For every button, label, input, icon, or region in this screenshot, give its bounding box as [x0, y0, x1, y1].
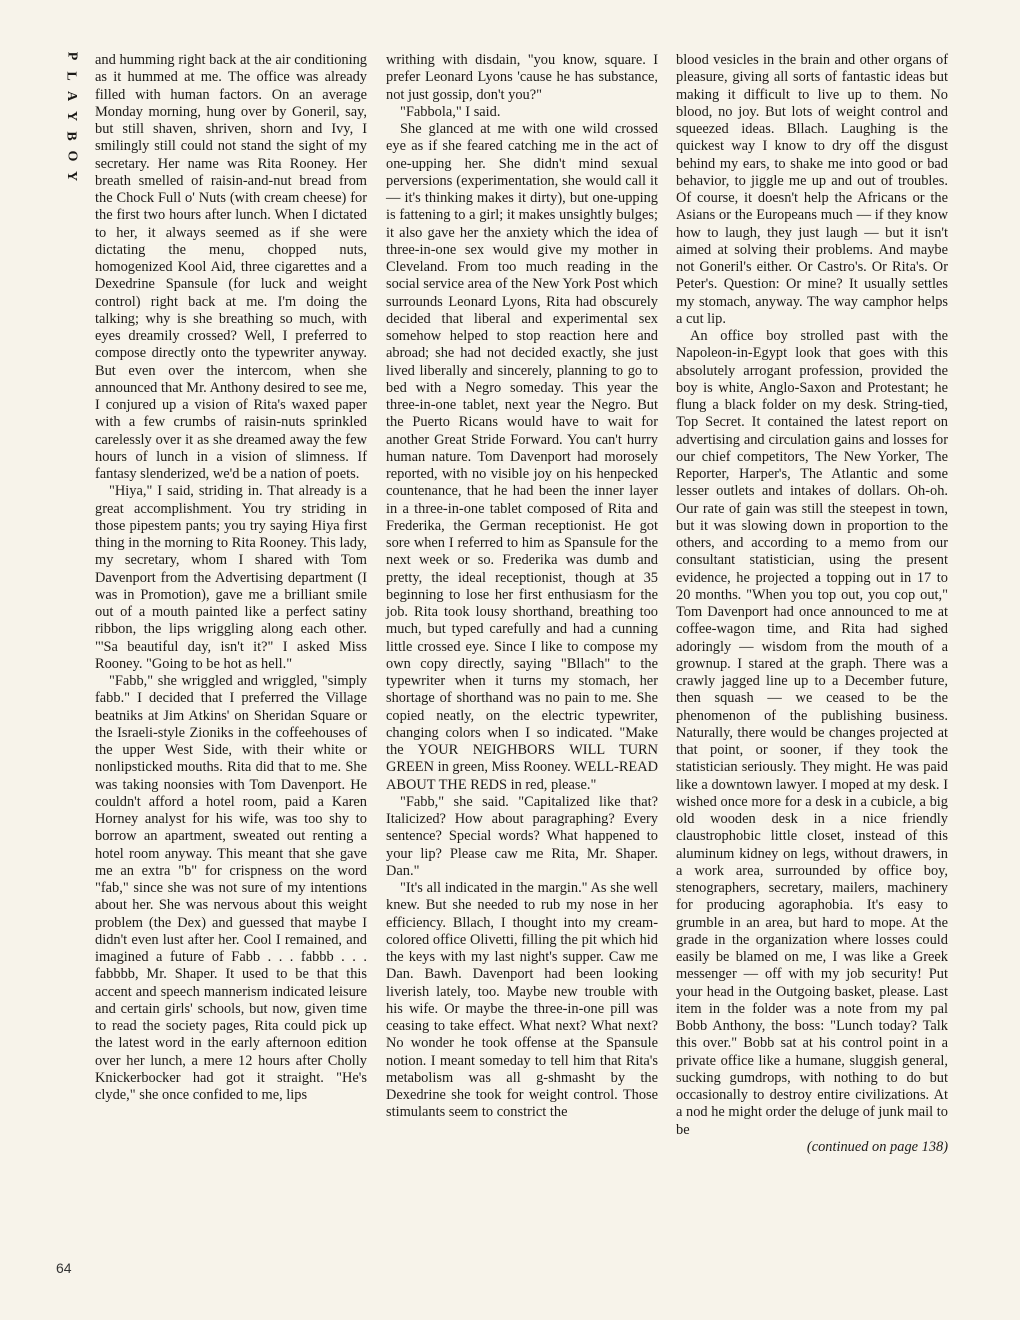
- page-number: 64: [56, 1260, 72, 1276]
- magazine-name-vertical: [60, 46, 82, 186]
- paragraph: and humming right back at the air conditioning as it hummed at me. The office was already filled with human factors. On an average Monday morning, hung over by Goneril, say, but still shaven, shriven, shorn and Ivy, I smilingly still could not stand the sight of my secretary. Her name was Rita Rooney. Her breath smelled of raisin-and-nut bread from the Chock Full o' Nuts (with cream cheese) for the first two hours after lunch. When I dictated to her, it always seemed as if she were dictating the menu, chopped nuts, homogenized Kool Aid, three cigarettes and a Dexedrine Spansule (for luck and weight control) right back at me. I'm doing the talking; why is she breathing so much, with eyes dreamily crossed? Well, I preferred to compose directly onto the typewriter anyway. But even over the intercom, when she announced that Mr. Anthony desired to see me, I conjured up a vision of Rita's waxed paper with a few crumbs of raisin-nuts sprinkled carelessly over it as she dreamed away the few hours of lunch in a vision of slimness. If fantasy slenderized, we'd be a nation of poets.: [95, 52, 367, 482]
- text-column-1: [95, 52, 367, 1104]
- sidebar-letter: A: [64, 90, 79, 102]
- paragraph: "Fabbola," I said.: [400, 103, 501, 120]
- sidebar-letter: O: [63, 150, 79, 162]
- sidebar-letter: B: [64, 131, 79, 141]
- paragraph: "Hiya," I said, striding in. That already is a great accomplishment. You try striding in those pipestem pants; you try saying Hiya first thing in the morning to Rita Rooney. This lady, my secretary, whom I shared with Tom Davenport from the Advertising department (I was in Promotion), gave me a brilliant smile out of a mouth painted like a perfect satiny ribbon, the lips wriggling along each other. "'Sa beautiful day, isn't it?" I asked Miss Rooney. "Going to be hot as hell.": [95, 483, 367, 672]
- sidebar-letter: Y: [64, 110, 79, 122]
- sidebar-letter: P: [64, 51, 79, 61]
- sidebar-letter: L: [64, 71, 79, 81]
- continued-note: (continued on page 138): [806, 1138, 948, 1155]
- paragraph: "It's all indicated in the margin." As she well knew. But she needed to rub my nose in her efficiency. Bllach, I thought into my cream-colored office Olivetti, filling the pit which hid the keys with my last night's supper. Caw me Dan. Bawh. Davenport had been looking liverish lately, too. Maybe new trouble with his wife. Or maybe the three-in-one pill was ceasing to take effect. What next? What next? No wonder he took offense at the Spansule notion. I meant someday to tell him that Rita's metabolism was all g-shmasht by the Dexedrine she took for weight control. Those stimulants seem to constrict the: [386, 880, 658, 1121]
- paragraph: writhing with disdain, "you know, square. I prefer Leonard Lyons 'cause he has substance, not just gossip, don't you?": [386, 52, 658, 103]
- paragraph: An office boy strolled past with the Napoleon-in-Egypt look that goes with this absolutely arrogant profession, provided the boy is white, Anglo-Saxon and Protestant; he flung a black folder on my desk. String-tied, Top Secret. It contained the latest report on advertising and circulation gains and losses for our chief competitors, The New Yorker, The Reporter, Harper's, The Atlantic and some lesser outlets and intakes of dollars. Oh-oh. Our rate of gain was still the steepest in town, but it was slowing down in proportion to the others, and according to a memo from our consultant statistician, using the present evidence, he projected a topping out in 17 to 20 months. "When you top out, you cop out," Tom Davenport had once announced to me at coffee-wagon time, and Rita had sighed adoringly — wisdom from the mouth of a grownup. I stared at the graph. There was a crawly jagged line up to a December future, then squash — we ceased to be the phenomenon of the publishing business. Naturally, there would be changes projected at that point, or sooner, if they took the statistician seriously. They might. He was paid like a downtown lawyer. I moped at my desk. I wished once more for a desk in a cubicle, a big old wooden desk in a nice friendly claustrophobic little closet, instead of this aluminum kidney on legs, without drawers, in a work area, surrounded by office boy, stenographers, secretary, mailers, machinery for producing agoraphobia. It's easy to grumble in an area, but hard to mope. At the grade in the organization where losses could easily be blamed on me, I was like a Greek messenger — off with my job security! Put your head in the Outgoing basket, please. Last item in the folder was a note from my pal Bobb Anthony, the boss: "Lunch today? Talk this over." Bobb sat at his control point in a private office like a humane, sluggish general, sucking gumdrops, with nothing to do but occasionally to destroy entire civilizations. At a nod he might order the deluge of junk mail to be: [676, 328, 948, 1138]
- paragraph: blood vesicles in the brain and other organs of pleasure, giving all sorts of fantastic ideas but making it difficult to live up to them. No blood, no joy. But lots of weight control and squeezed ideas. Bllach. Laughing is the quickest way I know to dry off the disgust behind my ears, to shake me into good or bad behavior, to jiggle me up and out of troubles. Of course, it doesn't help the Africans or the Asians or the Europeans much — if they know how to laugh, they just laugh — but it isn't aimed at solving their problems. And maybe not Goneril's either. Or Castro's. Or Rita's. Or Peter's. Question: Or mine? It usually settles my stomach, anyway. The way camphor helps a cut lip.: [676, 52, 948, 327]
- text-column-3: [676, 52, 948, 1156]
- paragraph: "Fabb," she said. "Capitalized like that? Italicized? How about paragraphing? Every sentence? Special words? What happened to your lip? Please caw me Rita, Mr. Shaper. Dan.": [386, 793, 658, 879]
- sidebar-letter: Y: [64, 170, 79, 182]
- text-column-2: [386, 52, 658, 1122]
- paragraph: "Fabb," she wriggled and wriggled, "simply fabb." I decided that I preferred the Village beatniks at Jim Atkins' on Sheridan Square or the Israeli-style Zioniks in the coffeehouses of the upper West Side, with their white or nonlipsticked mouths. Rita did that to me. She was taking noonsies with Tom Davenport. He couldn't afford a hotel room, paid a Karen Horney analyst for his wife, was too shy to borrow an apartment, sweated out renting a hotel room anyway. This meant that she gave me an extra "b" for crispness on the word "fab," since she was not sure of my intentions about her. She was nervous about this weight problem (the Dex) and guessed that maybe I didn't even lust after her. Cool I remained, and imagined a future of Fabb . . . fabbb . . . fabbbb, Mr. Shaper. It used to be that this accent and speech mannerism indicated leisure and certain girls' schools, but now, given time to read the society pages, Rita could pick up the latest word in the early afternoon edition over her lunch, a mere 12 hours after Cholly Knickerbocker had got it straight. "He's clyde," she once confided to me, lips: [95, 673, 367, 1103]
- paragraph: She glanced at me with one wild crossed eye as if she feared catching me in the act of one-upping her. She didn't mind sexual perversions (experimentation, she would call it — it's thinking makes it dirty), but one-upping is fattening to a girl; it makes unsightly bulges; it also gave her the anxiety which the idea of three-in-one sex would give my mother in Cleveland. From too much reading in the social service area of the New York Post which surrounds Leonard Lyons, Rita had obscurely decided that liberal and experimental sex somehow helped to stop reaction here and abroad; she had not decided exactly, she just lived liberally and sincerely, planning to go to bed with a Negro someday. This year the three-in-one tablet, next year the Negro. But the Puerto Ricans would have to wait for another Great Stride Forward. You can't hurry human nature. Tom Davenport had morosely reported, with no visible joy on his henpecked countenance, that he had been the inner layer in a three-in-one tablet composed of Rita and Frederika, the German receptionist. He got sore when I referred to him as Spansule for the next week or so. Frederika was dumb and pretty, the ideal receptionist, though at 35 beginning to lose her first enthusiasm for the job. Rita took lousy shorthand, breathing too much, but typed carefully and had a cunning little crossed eye. Since I like to compose my own copy directly, saying "Bllach" to the typewriter when it turns my stomach, her shortage of shorthand was no pain to me. She copied neatly, on the electric typewriter, changing colors when I so indicated. "Make the YOUR NEIGHBORS WILL TURN GREEN in green, Miss Rooney. WELL-READ ABOUT THE REDS in red, please.": [386, 121, 658, 793]
